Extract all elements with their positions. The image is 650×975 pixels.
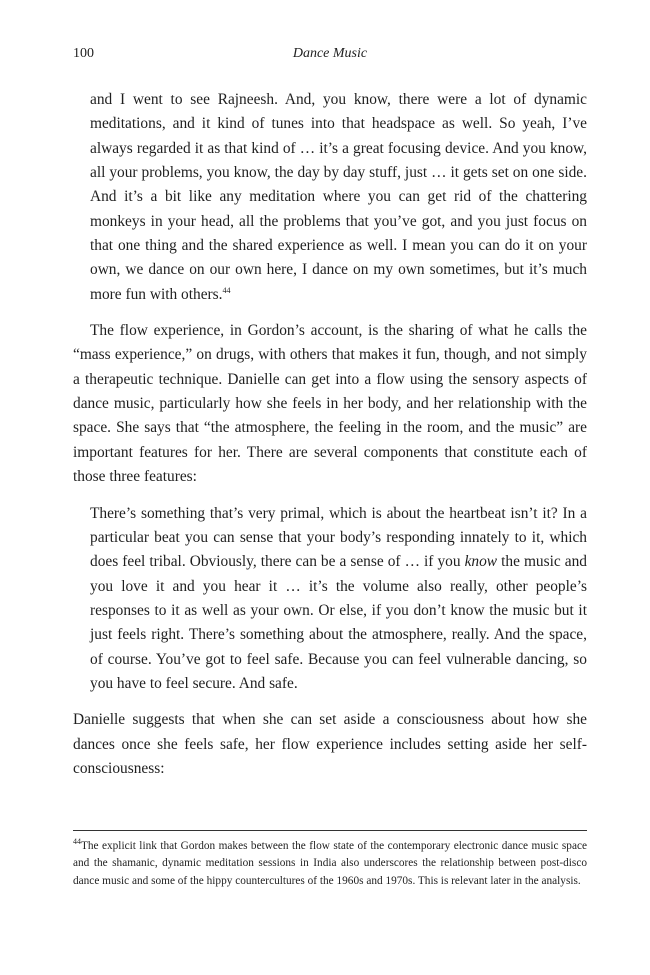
body-paragraph: The flow experience, in Gordon’s account, is the sharing of what he calls the “mass experience,” on drugs, with others that makes it fun, though, and not simply a therapeutic technique. Danielle can get into a flow using the sensory aspects of dance music, particularly how she feels in her body, and her relationship with the space. She says that “the atmosphere, the feeling in the room, and the music” are important features for her. There are several components that constitute each of those three features:: [73, 322, 587, 486]
block-quote-text: and I went to see Rajneesh. And, you know, there were a lot of dynamic meditations, and it kind of tunes into that headspace as well. So yeah, I’ve always regarded it as that kind of … it’s a great focusing device. And you know, all your problems, you know, the day by day stuff, just … it gets set on one side. And it’s a bit like any meditation where you can get rid of the chattering monkeys in your head, all the problems that you’ve got, and you just focus on that one thing and the shared experience as well. I mean you can do it on your own, we dance on our own here, I dance on my own sometimes, but it’s much more fun with others.: [90, 91, 587, 303]
running-title: Dance Music: [292, 46, 368, 61]
block-quote-text: the music and you love it and you hear it … it’s the volume also really, other people’s responses to it as well as your own. Or else, if you don’t know the music but it just feels right. There’s something about the atmosphere, really. And the space, of course. You’ve got to feel safe. Because you can feel vulnerable dancing, so you have to feel secure. And safe.: [90, 553, 587, 692]
footnote-reference: 44: [222, 285, 231, 295]
block-quote: [90, 88, 587, 307]
footnote-divider: [73, 830, 587, 831]
block-quote-text: There’s something that’s very primal, which is about the heartbeat isn’t it? In a particular beat you can sense that your body’s responding innately to it, which does feel tribal. Obviously, there can be a sense of … if you: [90, 504, 587, 571]
page-number: 100: [73, 46, 94, 61]
footnote: [73, 838, 587, 890]
page-body: [73, 88, 587, 781]
emphasis-text: know: [464, 553, 498, 571]
body-paragraph: Danielle suggests that when she can set aside a consciousness about how she dances once she feels safe, her flow experience includes setting aside her self-consciousness:: [73, 711, 587, 777]
page-header: [73, 46, 587, 66]
footnote-number: 44: [73, 837, 81, 847]
footnote-text: The explicit link that Gordon makes between the flow state of the contemporary electronic dance music space and the shamanic, dynamic meditation sessions in India also underscores the relationship between post-disco dance music and some of the hippy countercultures of the 1960s and 1970s. This is relevant later in the analysis.: [73, 840, 587, 887]
block-quote: [90, 502, 587, 697]
